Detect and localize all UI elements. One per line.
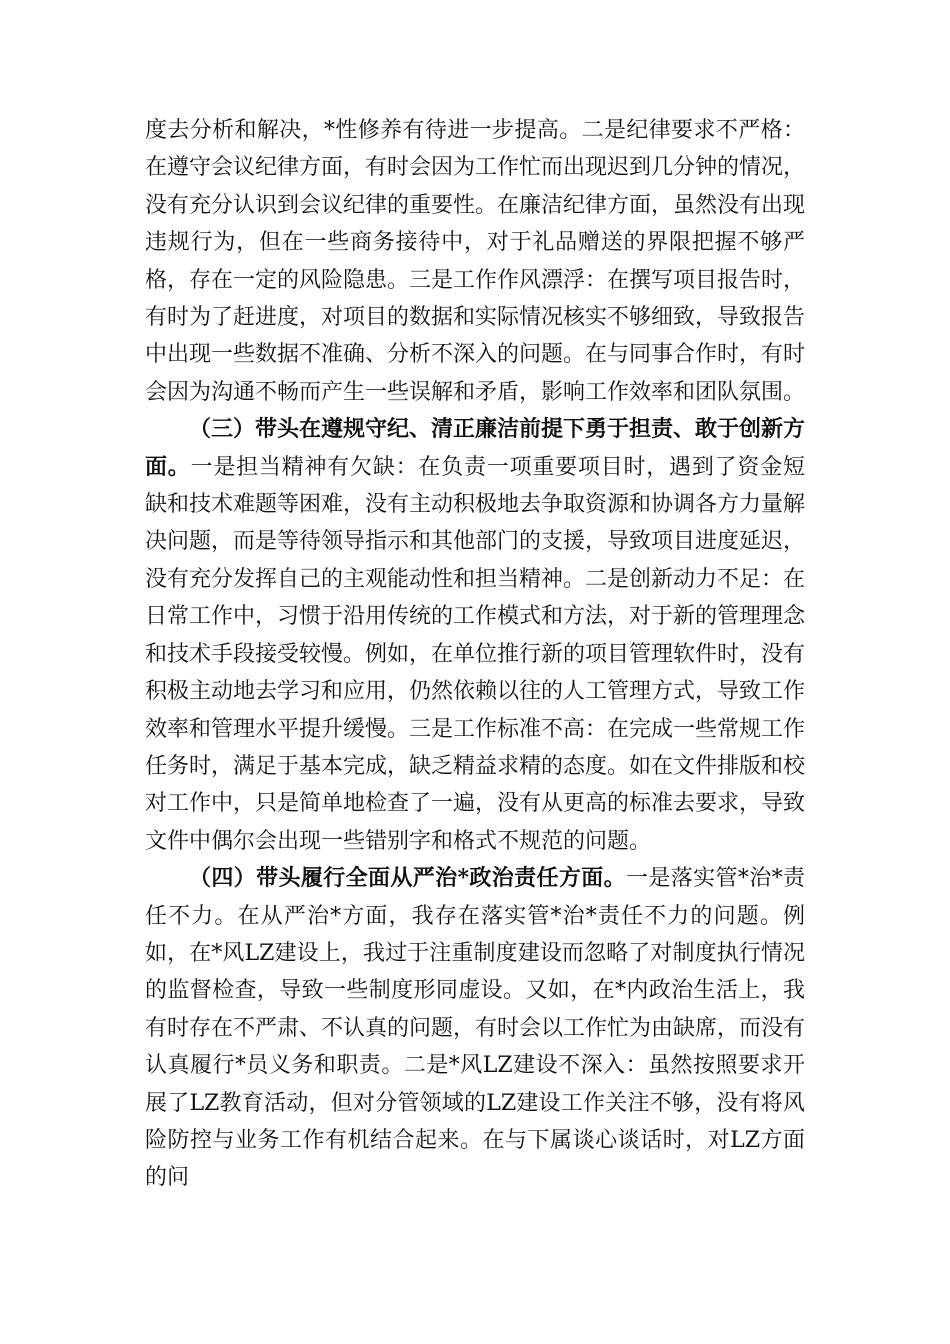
- paragraph-text: 一是担当精神有欠缺：在负责一项重要项目时，遇到了资金短缺和技术难题等困难，没有主动积极地去争取资源和协调各方力量解决问题，而是等待领导指示和其他部门的支援，导致项目进度延迟，没有充分发挥自己的主观能动性和担当精神。二是创新动力不足：在日常工作中，习惯于沿用传统的工作模式和方法，对于新的管理理念和技术手段接受较慢。例如，在单位推行新的项目管理软件时，没有积极主动地去学习和应用，仍然依赖以往的人工管理方式，导致工作效率和管理水平提升缓慢。三是工作标准不高：在完成一些常规工作任务时，满足于基本完成，缺乏精益求精的态度。如在文件排版和校对工作中，只是简单地检查了一遍，没有从更高的标准去要求，导致文件中偶尔会出现一些错别字和格式不规范的问题。: [145, 454, 806, 854]
- paragraph-continuation: [145, 112, 805, 411]
- paragraph-text: 度去分析和解决，*性修养有待进一步提高。二是纪律要求不严格：在遵守会议纪律方面，有时会因为工作忙而出现迟到几分钟的情况，没有充分认识到会议纪律的重要性。在廉洁纪律方面，虽然没有出现违规行为，但在一些商务接待中，对于礼品赠送的界限把握不够严格，存在一定的风险隐患。三是工作作风漂浮：在撰写项目报告时，有时为了赶进度，对项目的数据和实际情况核实不够细致，导致报告中出现一些数据不准确、分析不深入的问题。在与同事合作时，有时会因为沟通不畅而产生一些误解和矛盾，影响工作效率和团队氛围。: [145, 118, 806, 405]
- paragraph-section-four: [145, 860, 805, 1197]
- paragraph-text: 一是落实管*治*责任不力。在从严治*方面，我存在落实管*治*责任不力的问题。例如，在*风LZ建设上，我过于注重制度建设而忽略了对制度执行情况的监督检查，导致一些制度形同虚设。又如，在*内政治生活上，我有时存在不严肃、不认真的问题，有时会以工作忙为由缺席，而没有认真履行*员义务和职责。二是*风LZ建设不深入：虽然按照要求开展了LZ教育活动，但对分管领域的LZ建设工作关注不够，没有将风险防控与业务工作有机结合起来。在与下属谈心谈话时，对LZ方面的问: [145, 866, 806, 1191]
- paragraph-section-three: [145, 411, 805, 860]
- section-heading: （三）带头在遵规守纪、清正廉洁前提下勇于担责、敢于创新方面。: [145, 416, 806, 480]
- document-page: [145, 112, 805, 1197]
- section-heading: （四）带头履行全面从严治*政治责任方面。: [189, 865, 626, 892]
